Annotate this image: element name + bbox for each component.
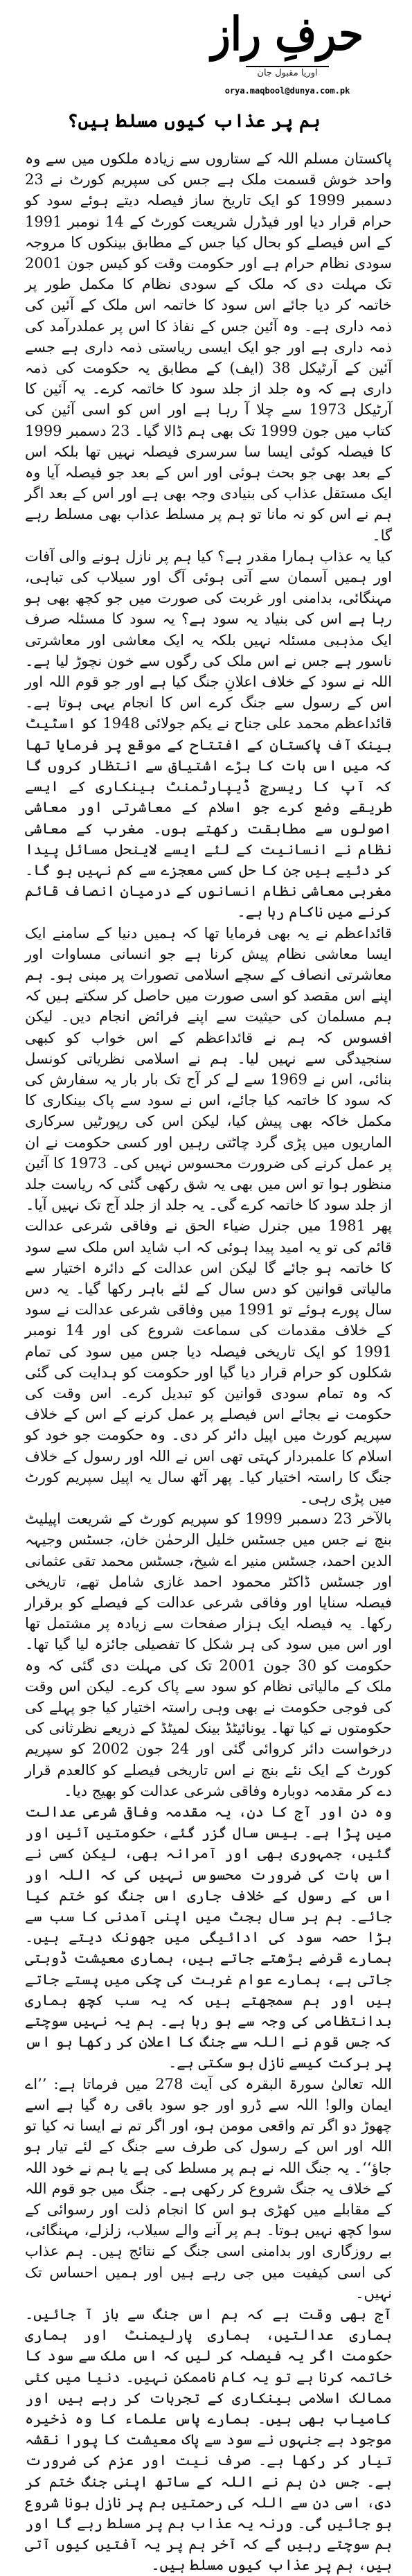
author-email[interactable]: orya.maqbool@dunya.com.pk <box>224 86 350 96</box>
article-paragraph: پھر 1981 میں جنرل ضیاء الحق نے وفاقی شرعی عدالت قائم کی تو یہ امید پیدا ہوئی کہ اب شاید اس ملک سے سود کا خاتمہ ہو جائے گا لیکن اس عدالت کے دائرہ اختیار سے مالیاتی قوانین کو دس سال کے لئے باہر رکھا گیا۔ یہ دس سال پورے ہوئے تو 1991 میں وفاقی شرعی عدالت نے سود کے خلاف مقدمات کی سماعت شروع کی اور 14 نومبر 1991 کو ایک تاریخی فیصلہ دیا جس میں سود کی تمام شکلوں کو حرام قرار دیا گیا اور حکومت کو ہدایت کی گئی کہ وہ تمام سودی قوانین کو تبدیل کرے۔ اس وقت کی حکومت نے بجائے اس فیصلے پر عمل کرنے کے اس کے خلاف سپریم کورٹ میں اپیل دائر کر دی۔ وہ حکومت جو خود کو اسلام کا علمبردار کہتی تھی اس نے اللہ اور رسول کے خلاف جنگ کا راستہ اختیار کیا۔ پھر آٹھ سال یہ اپیل سپریم کورٹ میں پڑی رہی۔ <box>25 1217 392 1506</box>
article-body <box>25 148 393 2574</box>
article-headline: ہم پر عذاب کیوں مسلط ہیں؟ <box>67 111 321 132</box>
byline-rule <box>246 66 329 67</box>
column-masthead <box>208 6 367 73</box>
author-name: اوریا مقبول جان <box>257 68 318 78</box>
article-paragraph: وہ دن اور آج کا دن، یہ مقدمہ وفاقی شرعی عدالت میں پڑا ہے۔ بیس سال گزر گئے، حکومتیں آئیں اور گئیں، جمہوری بھی اور آمرانہ بھی، لیکن کسی نے اس بات کی ضرورت محسوس نہیں کی کہ اللہ اور اس کے رسول کے خلاف جاری اس جنگ کو ختم کیا جائے۔ ہم ہر سال بجٹ میں اپنی آمدنی کا سب سے بڑا حصہ سود کی ادائیگی میں جھونک دیتے ہیں۔ ہمارے قرضے بڑھتے جاتے ہیں، ہماری معیشت ڈوبتی جاتی ہے، ہمارے عوام غربت کی چکی میں پستے جاتے ہیں اور ہم سمجھتے ہیں کہ یہ سب کچھ ہماری بدانتظامی کی وجہ سے ہو رہا ہے۔ ہم یہ نہیں سوچتے کہ جس قوم نے اللہ سے جنگ کا اعلان کر رکھا ہو اس پر برکت کیسے نازل ہو سکتی ہے۔ <box>25 1803 392 2072</box>
article-paragraph: کیا یہ عذاب ہمارا مقدر ہے؟ کیا ہم پر نازل ہونے والی آفات اور ہمیں آسمان سے آتی ہوئی آگ اور سیلاب کی تباہی، مہنگائی، بدامنی اور غربت کی صورت میں جو کچھ بھی ہو رہا ہے اس کی بنیاد یہ سود ہے؟ یہ سود کا مسئلہ صرف ایک مذہبی مسئلہ نہیں بلکہ یہ ایک معاشی اور معاشرتی ناسور ہے جس نے اس ملک کی رگوں سے خون نچوڑ لیا ہے۔ اللہ نے سود کے خلاف اعلانِ جنگ کیا ہے اور جو قوم اللہ اور اس کے رسول سے جنگ کرے اس کا انجام یہی ہوتا ہے۔ قائداعظم محمد علی جناح نے یکم جولائی 1948 کو اسٹیٹ بینک آف پاکستان کے افتتاح کے موقع پر فرمایا تھا کہ میں اس بات کا بڑے اشتیاق سے انتظار کروں گا کہ آپ کا ریسرچ ڈیپارٹمنٹ بینکاری کے ایسے طریقے وضع کرے جو اسلام کے معاشرتی اور معاشی اصولوں سے مطابقت رکھتے ہوں۔ مغرب کے معاشی نظام نے انسانیت کے لئے ایسے لاینحل مسائل پیدا کر دئیے ہیں جن کا حل کسی معجزے سے کم نہیں ہو گا۔ مغربی معاشی نظام انسانوں کے درمیان انصاف قائم کرنے میں ناکام رہا ہے۔ <box>25 547 392 921</box>
article-paragraph: آج بھی وقت ہے کہ ہم اس جنگ سے باز آ جائیں۔ ہماری عدالتیں، ہماری پارلیمنٹ اور ہماری حکومت اگر یہ فیصلہ کر لیں کہ اس ملک سے سود کا خاتمہ کرنا ہے تو یہ کام ناممکن نہیں۔ دنیا میں کئی ممالک اسلامی بینکاری کے تجربات کر رہے ہیں اور کامیاب بھی ہیں۔ ہمارے پاس علماء کا وہ ذخیرہ موجود ہے جنہوں نے سود سے پاک معیشت کا پورا نقشہ تیار کر رکھا ہے۔ صرف نیت اور عزم کی ضرورت ہے۔ جس دن ہم نے اللہ کے ساتھ اپنی جنگ ختم کر دی، اسی دن سے اللہ کی رحمتیں ہم پر نازل ہونا شروع ہو جائیں گی۔ ورنہ یہ عذاب ہم پر مسلط رہے گا اور ہم سوچتے رہیں گے کہ آخر ہم پر یہ آفتیں کیوں آتی ہیں، ہم پر عذاب کیوں مسلط ہیں۔ <box>25 2305 392 2574</box>
author-byline <box>208 68 367 78</box>
article-paragraph: پاکستان مسلم اللہ کے ستاروں سے زیادہ ملکوں میں سے وہ واحد خوش قسمت ملک ہے جس کی سپریم کورٹ نے 23 دسمبر 1999 کو ایک تاریخ ساز فیصلہ دیتے ہوئے سود کو حرام قرار دیا اور فیڈرل شریعت کورٹ کے 14 نومبر 1991 کے اس فیصلے کو بحال کیا جس کے مطابق بینکوں کا مروجہ سودی نظام حرام ہے اور حکومت وقت کو کیس جون 2001 تک مہلت دی کہ ملک کے سودی نظام کا مکمل طور پر خاتمہ کر دیا جائے اس سود کا خاتمہ اس ملک کے آئین کی ذمہ داری ہے۔ وہ آئین جس کے نفاذ کا اس پر عملدرآمد کی ذمہ داری ہے اور جو ایک ایسی ریاستی ذمہ داری ہے جسے آئین کے آرٹیکل 38 (ایف) کے مطابق یہ حکومت کی ذمہ داری ہے کہ وہ جلد از جلد سود کا خاتمہ کرے۔ یہ آئین کا آرٹیکل 1973 سے چلا آ رہا ہے اور اس کو اسی آئین کی کتاب میں جون 1999 تک بھی ہم ڈالا گیا۔ 23 دسمبر 1999 کا فیصلہ کوئی ایسا سا سرسری فیصلہ نہیں تھا بلکہ اس کے بعد بھی جو بحث ہوئی اور اس کے بعد جو فیصلہ آیا وہ ایک مستقل عذاب کی بنیادی وجہ بھی ہے اور اس کے بعد اگر ہم نے اس کو نہ مانا تو ہم پر مسلط عذاب بھی مسلط رہے گا۔ <box>25 150 392 544</box>
masthead-logo: حرفِ راز <box>211 6 364 62</box>
column-header <box>0 0 412 139</box>
article-paragraph: اللہ تعالیٰ سورۃ البقرہ کی آیت 278 میں فرماتا ہے: ’’اے ایمان والو! اللہ سے ڈرو اور جو سود باقی رہ گیا ہے اسے چھوڑ دو اگر تم واقعی مومن ہو، اور اگر تم نے ایسا نہ کیا تو اللہ اور اس کے رسول کی طرف سے جنگ کے لئے تیار ہو جاؤ‘‘۔ یہ جنگ اللہ نے ہم پر مسلط کی ہے یا ہم نے خود اللہ کے خلاف یہ جنگ شروع کر رکھی ہے۔ جنگ میں جو قوم اللہ کے مقابلے میں کھڑی ہو اس کا انجام ذلت اور رسوائی کے سوا کچھ نہیں ہوتا۔ ہم پر آنے والے سیلاب، زلزلے، مہنگائی، بے روزگاری اور بدامنی اسی جنگ کے نتائج ہیں۔ ہم عذاب کی اسی کیفیت میں جی رہے ہیں اور ہمیں احساس تک نہیں۔ <box>25 2075 393 2302</box>
article-paragraph: قائداعظم نے یہ بھی فرمایا تھا کہ ہمیں دنیا کے سامنے ایک ایسا معاشی نظام پیش کرنا ہے جو انسانی مساوات اور معاشرتی انصاف کے سچے اسلامی تصورات پر مبنی ہو۔ ہم اپنے اس مقصد کو اسی صورت میں حاصل کر سکتے ہیں کہ ہم مسلمان کی حیثیت سے اپنے فرائض انجام دیں۔ لیکن افسوس کہ ہم نے قائداعظم کے اس خواب کو کبھی سنجیدگی سے نہیں لیا۔ ہم نے اسلامی نظریاتی کونسل بنائی، اس نے 1969 سے لے کر آج تک بار بار یہ سفارش کی کہ سود کا خاتمہ کیا جائے، اس نے سود سے پاک بینکاری کا مکمل خاکہ بھی پیش کیا، لیکن اس کی رپورٹیں سرکاری الماریوں میں پڑی گرد چاٹتی رہیں اور کسی حکومت نے ان پر عمل کرنے کی ضرورت محسوس نہیں کی۔ 1973 کا آئین منظور ہوا تو اس میں بھی یہ شق رکھی گئی کہ ریاست جلد از جلد سود کا خاتمہ کرے گی۔ یہ جلد از جلد آج تک نہیں آیا۔ <box>25 924 392 1214</box>
article-paragraph: بالآخر 23 دسمبر 1999 کو سپریم کورٹ کے شریعت اپیلیٹ بنچ نے جس میں جسٹس خلیل الرحمٰن خان، جسٹس وجیہہ الدین احمد، جسٹس منیر اے شیخ، جسٹس محمد تقی عثمانی اور جسٹس ڈاکٹر محمود احمد غازی شامل تھے، تاریخی فیصلہ سنایا اور وفاقی شرعی عدالت کے فیصلے کو برقرار رکھا۔ یہ فیصلہ ایک ہزار صفحات سے زیادہ پر مشتمل تھا اور اس میں سود کی ہر شکل کا تفصیلی جائزہ لیا گیا تھا۔ حکومت کو 30 جون 2001 تک کی مہلت دی گئی کہ وہ ملک کے مالیاتی نظام کو سود سے پاک کرے۔ لیکن اس وقت کی فوجی حکومت نے بھی وہی راستہ اختیار کیا جو پہلے کی حکومتوں نے کیا تھا۔ یونائیٹڈ بینک لمیٹڈ کے ذریعے نظرثانی کی درخواست دائر کروائی گئی اور 24 جون 2002 کو سپریم کورٹ کے ایک نئے بنچ نے اس تاریخی فیصلے کو کالعدم قرار دے کر مقدمہ دوبارہ وفاقی شرعی عدالت کو بھیج دیا۔ <box>25 1510 392 1799</box>
